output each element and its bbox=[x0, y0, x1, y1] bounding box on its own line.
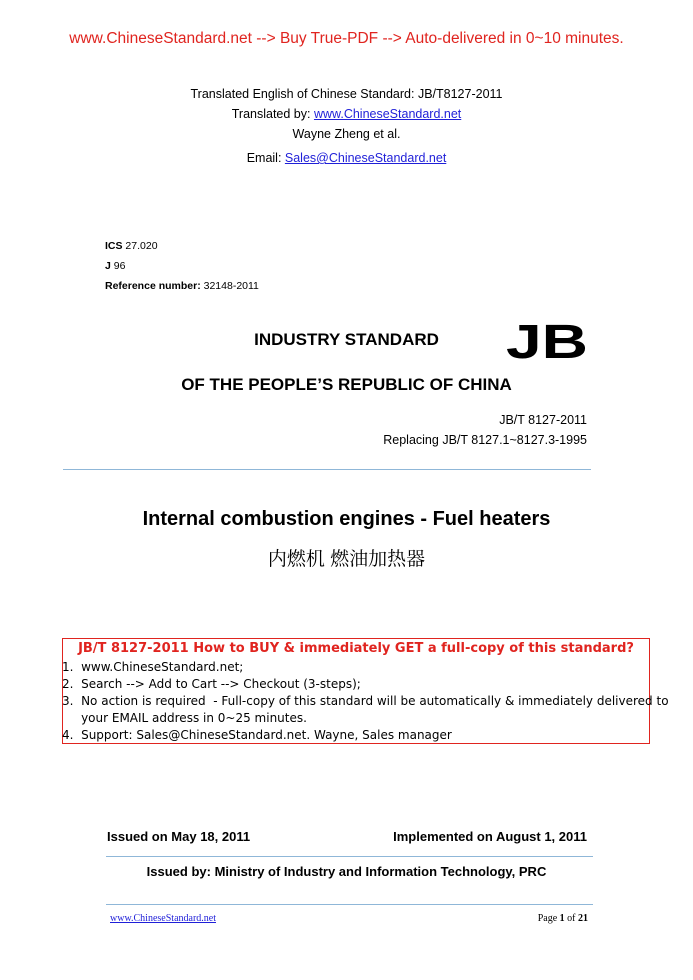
document-title-cn: 内燃机 燃油加热器 bbox=[267, 549, 426, 570]
translation-line: Translated English of Chinese Standard: JB/T8127-2011 bbox=[190, 87, 503, 101]
page-indicator: Page 1 of 21 bbox=[537, 913, 588, 924]
reference-number: Reference number: 32148-2011 bbox=[105, 280, 259, 292]
standard-number: JB/T 8127-2011 bbox=[499, 413, 587, 427]
translated-by: Translated by: www.ChineseStandard.net bbox=[231, 107, 462, 121]
divider bbox=[106, 856, 593, 857]
purchase-steps bbox=[62, 659, 669, 744]
purchase-title[interactable]: JB/T 8127-2011 How to BUY & immediately GET a full-copy of this standard? bbox=[78, 641, 634, 656]
industry-standard-heading: INDUSTRY STANDARD bbox=[254, 330, 439, 349]
jb-logo bbox=[505, 318, 589, 362]
footer-site-link[interactable]: www.ChineseStandard.net bbox=[110, 913, 216, 924]
svg-text:JB: JB bbox=[506, 318, 588, 362]
prc-heading: OF THE PEOPLE’S REPUBLIC OF CHINA bbox=[181, 375, 512, 394]
step-item: 4. Support: Sales@ChineseStandard.net. Wayne, Sales manager bbox=[62, 728, 452, 742]
implemented-date: Implemented on August 1, 2011 bbox=[393, 829, 587, 844]
authors: Wayne Zheng et al. bbox=[292, 127, 401, 141]
top-banner[interactable]: www.ChineseStandard.net --> Buy True-PDF --> Auto-delivered in 0~10 minutes. bbox=[69, 30, 624, 47]
replacing-standard: Replacing JB/T 8127.1~8127.3-1995 bbox=[383, 433, 587, 447]
email-line: Email: Sales@ChineseStandard.net bbox=[246, 151, 447, 165]
divider bbox=[63, 469, 591, 470]
ics-code: ICS 27.020 bbox=[105, 240, 158, 252]
issued-date: Issued on May 18, 2011 bbox=[107, 829, 251, 844]
step-item: 2. Search --> Add to Cart --> Checkout (3-steps); bbox=[62, 677, 361, 691]
translation-info bbox=[0, 84, 693, 168]
footer-divider bbox=[106, 904, 593, 905]
step-item: 1. www.ChineseStandard.net; bbox=[62, 660, 244, 674]
classification-meta bbox=[105, 236, 259, 296]
step-item: 3. No action is required - Full-copy of this standard will be automatically & immediately delivered to bbox=[62, 694, 669, 708]
j-code: J 96 bbox=[105, 260, 126, 272]
step-item: your EMAIL address in 0~25 minutes. bbox=[62, 711, 307, 725]
issuing-authority: Issued by: Ministry of Industry and Information Technology, PRC bbox=[146, 864, 547, 879]
standard-numbers bbox=[383, 410, 587, 450]
email-link[interactable]: Sales@ChineseStandard.net bbox=[284, 151, 447, 165]
translator-link[interactable]: www.ChineseStandard.net bbox=[313, 107, 462, 121]
document-title-en: Internal combustion engines - Fuel heaters bbox=[142, 508, 551, 530]
